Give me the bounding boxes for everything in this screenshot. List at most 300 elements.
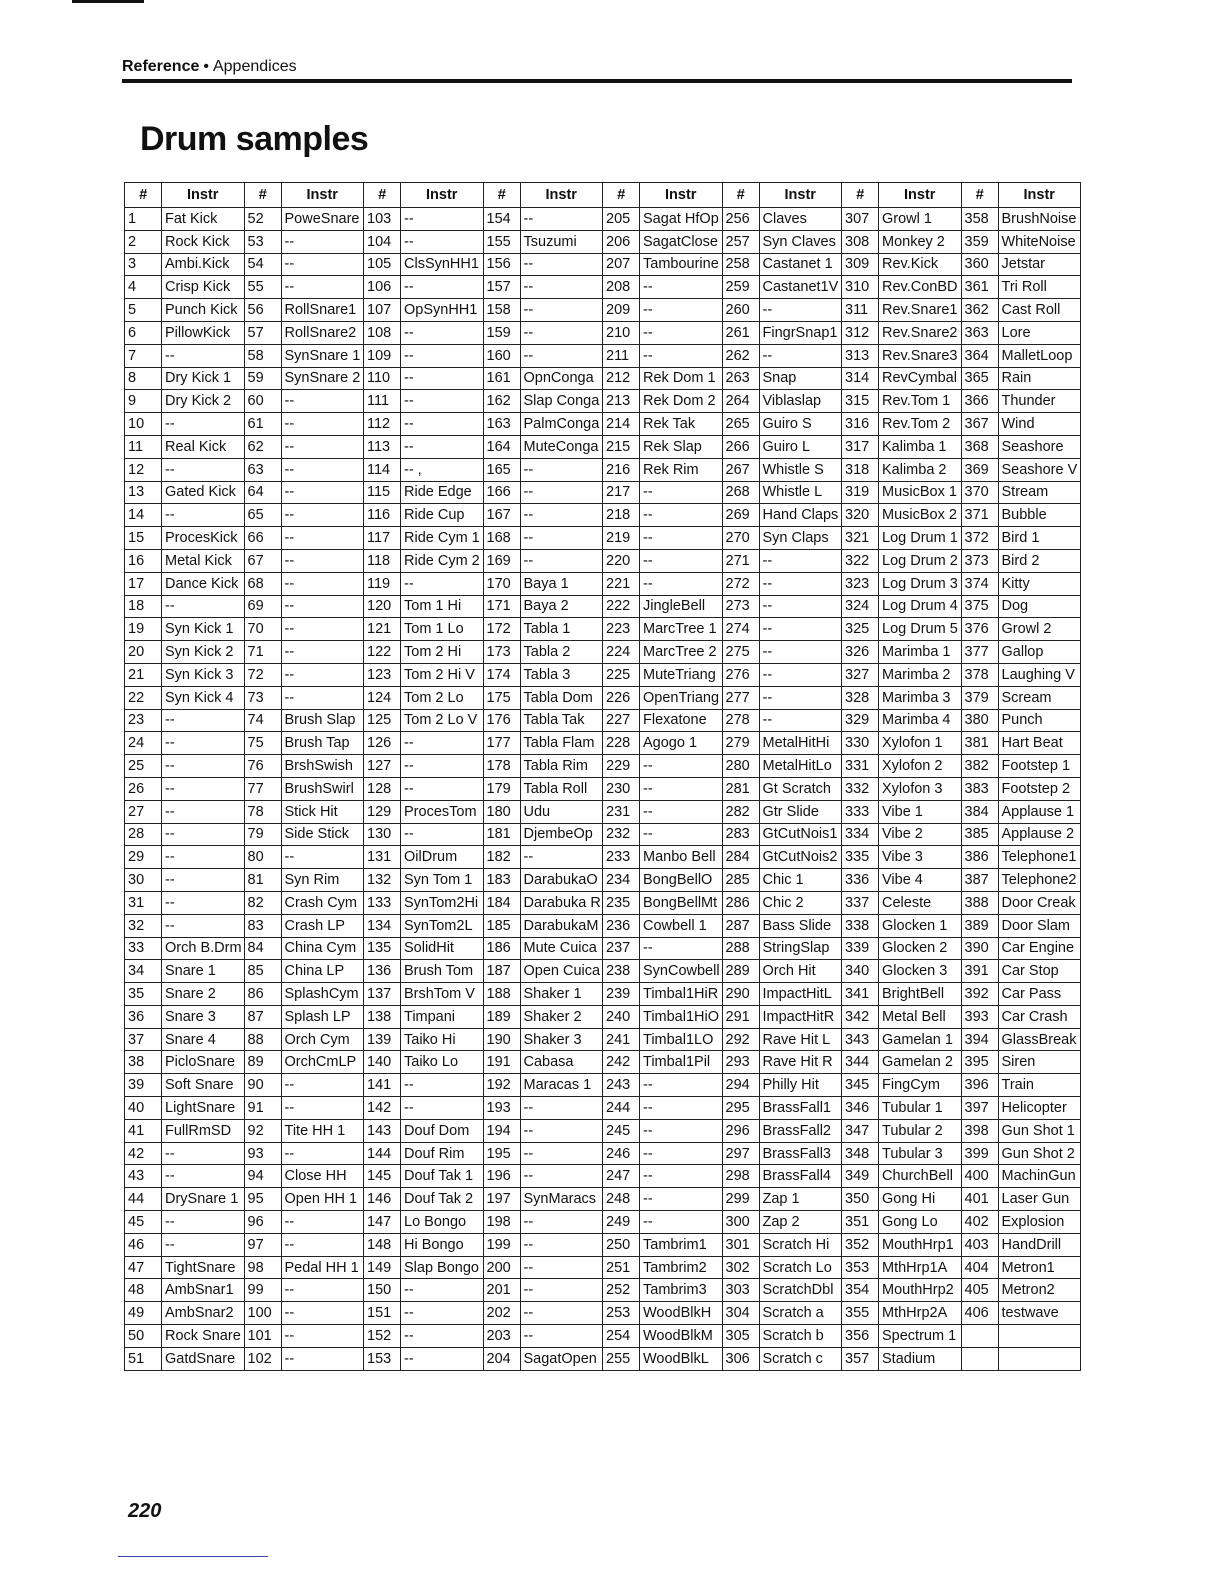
sample-number: 325 [842,618,879,641]
sample-number: 383 [961,777,998,800]
sample-number: 339 [842,937,879,960]
sample-instrument: MusicBox 1 [879,481,962,504]
sample-instrument: Chic 1 [759,869,842,892]
sample-instrument: Rev.ConBD [879,276,962,299]
sample-number: 223 [603,618,640,641]
sample-number: 235 [603,891,640,914]
sample-number: 95 [244,1188,281,1211]
table-row [125,1005,1081,1028]
sample-number: 338 [842,914,879,937]
sample-number: 201 [483,1279,520,1302]
sample-number: 266 [722,435,759,458]
sample-instrument: Log Drum 5 [879,618,962,641]
header-number: # [364,183,401,208]
sample-number: 249 [603,1211,640,1234]
sample-instrument: Side Stick [281,823,364,846]
sample-instrument: -- [640,321,723,344]
sample-number: 305 [722,1325,759,1348]
sample-number: 355 [842,1302,879,1325]
sample-instrument: Monkey 2 [879,230,962,253]
sample-instrument: Gun Shot 2 [998,1142,1081,1165]
sample-number: 94 [244,1165,281,1188]
sample-instrument: -- [520,1119,603,1142]
sample-instrument: Jetstar [998,253,1081,276]
sample-number: 349 [842,1165,879,1188]
sample-instrument: Tom 2 Lo V [401,709,484,732]
sample-number: 260 [722,299,759,322]
sample-number: 264 [722,390,759,413]
sample-instrument: Glocken 3 [879,960,962,983]
sample-instrument: -- [520,299,603,322]
sample-number: 56 [244,299,281,322]
sample-number: 1 [125,208,162,231]
sample-instrument: Xylofon 3 [879,777,962,800]
sample-instrument: Rain [998,367,1081,390]
sample-number: 386 [961,846,998,869]
header-number: # [125,183,162,208]
sample-number: 82 [244,891,281,914]
sample-number: 252 [603,1279,640,1302]
bullet-icon: • [203,58,209,75]
sample-instrument: Kalimba 2 [879,458,962,481]
sample-instrument: Rev.Kick [879,253,962,276]
sample-instrument: Hart Beat [998,732,1081,755]
sample-instrument: DarabukaO [520,869,603,892]
sample-number: 66 [244,527,281,550]
sample-instrument: Brush Slap [281,709,364,732]
sample-instrument: -- [281,413,364,436]
sample-instrument: WoodBlkM [640,1325,723,1348]
sample-instrument: Udu [520,800,603,823]
sample-instrument: Thunder [998,390,1081,413]
sample-instrument: -- [281,1302,364,1325]
sample-number [961,1347,998,1370]
sample-number: 97 [244,1233,281,1256]
sample-number: 322 [842,549,879,572]
sample-number: 107 [364,299,401,322]
sample-instrument: -- [281,230,364,253]
drum-samples-table [124,182,1081,1371]
sample-number: 346 [842,1097,879,1120]
sample-number: 38 [125,1051,162,1074]
sample-instrument: Gong Hi [879,1188,962,1211]
sample-number: 379 [961,686,998,709]
sample-instrument: SynTom2Hi [401,891,484,914]
sample-number: 100 [244,1302,281,1325]
sample-instrument: -- [162,846,245,869]
sample-instrument: -- [162,800,245,823]
sample-instrument: Stream [998,481,1081,504]
sample-instrument: testwave [998,1302,1081,1325]
sample-instrument: Rev.Tom 2 [879,413,962,436]
sample-number: 204 [483,1347,520,1370]
table-row [125,1233,1081,1256]
sample-number: 279 [722,732,759,755]
sample-number: 336 [842,869,879,892]
sample-instrument: -- [640,344,723,367]
sample-number: 240 [603,1005,640,1028]
sample-instrument: -- [520,549,603,572]
sample-number: 271 [722,549,759,572]
sample-number: 378 [961,663,998,686]
table-row [125,823,1081,846]
sample-instrument: Vibe 1 [879,800,962,823]
sample-number: 47 [125,1256,162,1279]
sample-instrument: Snare 1 [162,960,245,983]
sample-instrument: Metal Bell [879,1005,962,1028]
sample-instrument: Snap [759,367,842,390]
sample-number: 170 [483,572,520,595]
header-instrument: Instr [759,183,842,208]
sample-number: 86 [244,983,281,1006]
sample-instrument: SynSnare 1 [281,344,364,367]
table-row [125,1302,1081,1325]
sample-instrument: -- [401,276,484,299]
sample-number: 241 [603,1028,640,1051]
sample-instrument: WoodBlkL [640,1347,723,1370]
sample-instrument: BrshSwish [281,755,364,778]
table-row [125,846,1081,869]
sample-number: 171 [483,595,520,618]
sample-instrument: -- [281,527,364,550]
sample-instrument: Ride Cup [401,504,484,527]
sample-number: 405 [961,1279,998,1302]
sample-number: 89 [244,1051,281,1074]
page-number: 220 [128,1500,162,1522]
sample-number: 42 [125,1142,162,1165]
sample-instrument: Tubular 2 [879,1119,962,1142]
sample-number: 227 [603,709,640,732]
sample-number: 138 [364,1005,401,1028]
sample-number: 317 [842,435,879,458]
sample-instrument: RollSnare2 [281,321,364,344]
sample-number: 54 [244,253,281,276]
sample-number: 278 [722,709,759,732]
sample-instrument: -- [401,1097,484,1120]
sample-number: 48 [125,1279,162,1302]
sample-instrument: SolidHit [401,937,484,960]
sample-instrument: -- [759,549,842,572]
header-instrument: Instr [162,183,245,208]
sample-number: 40 [125,1097,162,1120]
sample-number: 361 [961,276,998,299]
sample-number: 332 [842,777,879,800]
sample-number: 35 [125,983,162,1006]
sample-instrument: -- [281,1279,364,1302]
header-number: # [244,183,281,208]
sample-number: 179 [483,777,520,800]
sample-number: 119 [364,572,401,595]
sample-number: 41 [125,1119,162,1142]
sample-instrument: China Cym [281,937,364,960]
sample-number: 131 [364,846,401,869]
sample-instrument: Rev.Snare1 [879,299,962,322]
sample-number: 364 [961,344,998,367]
sample-instrument: GlassBreak [998,1028,1081,1051]
table-row [125,914,1081,937]
sample-number: 139 [364,1028,401,1051]
sample-number: 374 [961,572,998,595]
sample-number: 395 [961,1051,998,1074]
sample-number: 68 [244,572,281,595]
sample-number: 247 [603,1165,640,1188]
table-row [125,253,1081,276]
sample-instrument: -- [401,823,484,846]
sample-instrument: Telephone1 [998,846,1081,869]
sample-instrument: Bubble [998,504,1081,527]
sample-instrument: Slap Conga [520,390,603,413]
sample-instrument: -- [759,641,842,664]
sample-number: 60 [244,390,281,413]
sample-number: 148 [364,1233,401,1256]
sample-instrument: Guiro S [759,413,842,436]
sample-number: 109 [364,344,401,367]
sample-instrument: -- [640,823,723,846]
sample-instrument: -- [520,208,603,231]
sample-instrument: Crisp Kick [162,276,245,299]
sample-number: 29 [125,846,162,869]
sample-instrument: -- [281,504,364,527]
sample-instrument: Xylofon 1 [879,732,962,755]
sample-number: 312 [842,321,879,344]
sample-instrument: -- [162,914,245,937]
sample-number: 195 [483,1142,520,1165]
sample-number: 51 [125,1347,162,1370]
sample-number: 224 [603,641,640,664]
sample-number: 226 [603,686,640,709]
sample-number: 376 [961,618,998,641]
sample-number: 55 [244,276,281,299]
sample-number: 340 [842,960,879,983]
sample-instrument: Tabla 3 [520,663,603,686]
sample-instrument: Rev.Snare2 [879,321,962,344]
sample-instrument: Rock Kick [162,230,245,253]
sample-instrument: AmbSnar2 [162,1302,245,1325]
sample-number: 219 [603,527,640,550]
sample-number: 381 [961,732,998,755]
sample-instrument: Tom 1 Hi [401,595,484,618]
sample-instrument: Car Stop [998,960,1081,983]
sample-number: 216 [603,458,640,481]
sample-number: 369 [961,458,998,481]
sample-instrument: Splash LP [281,1005,364,1028]
sample-instrument: DjembeOp [520,823,603,846]
sample-number: 19 [125,618,162,641]
sample-number: 2 [125,230,162,253]
sample-number: 268 [722,481,759,504]
sample-number: 49 [125,1302,162,1325]
sample-number: 53 [244,230,281,253]
sample-instrument: Timbal1LO [640,1028,723,1051]
sample-number: 401 [961,1188,998,1211]
sample-number: 356 [842,1325,879,1348]
sample-instrument: -- [640,1142,723,1165]
sample-number: 273 [722,595,759,618]
sample-number: 63 [244,458,281,481]
sample-number: 64 [244,481,281,504]
sample-number: 124 [364,686,401,709]
sample-instrument: Shaker 1 [520,983,603,1006]
table-row [125,1051,1081,1074]
sample-instrument: Crash Cym [281,891,364,914]
sample-number: 295 [722,1097,759,1120]
sample-number: 8 [125,367,162,390]
table-row [125,618,1081,641]
sample-instrument: DrySnare 1 [162,1188,245,1211]
sample-number: 27 [125,800,162,823]
sample-instrument: OpnConga [520,367,603,390]
sample-instrument: -- [281,253,364,276]
table-row [125,435,1081,458]
sample-number: 168 [483,527,520,550]
sample-number: 142 [364,1097,401,1120]
sample-instrument: -- [640,276,723,299]
sample-number: 50 [125,1325,162,1348]
sample-number: 187 [483,960,520,983]
sample-instrument: -- [640,755,723,778]
sample-number: 343 [842,1028,879,1051]
sample-instrument: Applause 2 [998,823,1081,846]
sample-number: 87 [244,1005,281,1028]
sample-number: 120 [364,595,401,618]
sample-number: 5 [125,299,162,322]
sample-instrument: -- [162,869,245,892]
sample-number: 399 [961,1142,998,1165]
sample-instrument: -- [640,504,723,527]
sample-number: 112 [364,413,401,436]
sample-number: 221 [603,572,640,595]
sample-instrument: Scream [998,686,1081,709]
sample-number: 238 [603,960,640,983]
sample-instrument: Gated Kick [162,481,245,504]
sample-instrument: -- [162,709,245,732]
sample-number: 373 [961,549,998,572]
sample-number: 212 [603,367,640,390]
sample-instrument: Log Drum 2 [879,549,962,572]
sample-instrument: Metal Kick [162,549,245,572]
sample-number: 178 [483,755,520,778]
sample-instrument: Tambrim2 [640,1256,723,1279]
sample-number: 396 [961,1074,998,1097]
sample-number: 263 [722,367,759,390]
sample-number: 45 [125,1211,162,1234]
sample-number: 134 [364,914,401,937]
sample-number: 205 [603,208,640,231]
sample-instrument: PicloSnare [162,1051,245,1074]
sample-number: 128 [364,777,401,800]
sample-instrument: -- [162,1211,245,1234]
sample-instrument: Orch B.Drm [162,937,245,960]
sample-number: 365 [961,367,998,390]
sample-number: 156 [483,253,520,276]
sample-instrument: -- [759,618,842,641]
table-row [125,686,1081,709]
sample-instrument: -- [401,1279,484,1302]
sample-instrument: Glocken 1 [879,914,962,937]
sample-instrument: Scratch Hi [759,1233,842,1256]
sample-number: 149 [364,1256,401,1279]
sample-instrument: Tabla 1 [520,618,603,641]
running-header [122,58,297,76]
sample-instrument: Timpani [401,1005,484,1028]
sample-number: 152 [364,1325,401,1348]
sample-number: 22 [125,686,162,709]
sample-number: 7 [125,344,162,367]
sample-instrument: Gamelan 1 [879,1028,962,1051]
sample-number: 398 [961,1119,998,1142]
table-row [125,960,1081,983]
sample-instrument: Growl 1 [879,208,962,231]
sample-instrument: Tri Roll [998,276,1081,299]
sample-instrument: -- [640,572,723,595]
sample-instrument: Slap Bongo [401,1256,484,1279]
sample-number: 318 [842,458,879,481]
sample-instrument: -- [281,390,364,413]
sample-instrument: -- [640,1074,723,1097]
sample-instrument: Syn Kick 1 [162,618,245,641]
sample-number: 21 [125,663,162,686]
sample-number: 10 [125,413,162,436]
sample-instrument: Syn Claps [759,527,842,550]
sample-instrument: -- [520,481,603,504]
sample-number: 289 [722,960,759,983]
sample-number: 81 [244,869,281,892]
sample-instrument: Marimba 1 [879,641,962,664]
sample-number: 218 [603,504,640,527]
sample-number: 214 [603,413,640,436]
sample-number: 245 [603,1119,640,1142]
sample-instrument: Applause 1 [998,800,1081,823]
sample-instrument: Snare 3 [162,1005,245,1028]
sample-instrument: Real Kick [162,435,245,458]
sample-number: 290 [722,983,759,1006]
sample-number: 28 [125,823,162,846]
sample-instrument: BrassFall2 [759,1119,842,1142]
sample-number: 231 [603,800,640,823]
sample-instrument: Siren [998,1051,1081,1074]
sample-number: 118 [364,549,401,572]
sample-number: 185 [483,914,520,937]
sample-number: 267 [722,458,759,481]
sample-instrument: Syn Kick 4 [162,686,245,709]
sample-number: 215 [603,435,640,458]
sample-instrument: Cast Roll [998,299,1081,322]
sample-number: 39 [125,1074,162,1097]
sample-instrument: -- [281,458,364,481]
sample-instrument: -- [640,937,723,960]
sample-number: 233 [603,846,640,869]
sample-instrument: Gun Shot 1 [998,1119,1081,1142]
sample-instrument: -- [640,1188,723,1211]
sample-instrument: Fat Kick [162,208,245,231]
sample-number: 167 [483,504,520,527]
sample-instrument: BrushNoise [998,208,1081,231]
sample-number: 283 [722,823,759,846]
sample-number: 270 [722,527,759,550]
sample-instrument: Snare 2 [162,983,245,1006]
sample-instrument: -- [281,686,364,709]
sample-number: 130 [364,823,401,846]
sample-number: 393 [961,1005,998,1028]
sample-number: 132 [364,869,401,892]
sample-instrument: -- [520,846,603,869]
sample-number: 387 [961,869,998,892]
sample-instrument: -- [520,344,603,367]
sample-instrument: -- [281,435,364,458]
sample-instrument: Kitty [998,572,1081,595]
sample-number: 288 [722,937,759,960]
sample-instrument: -- [281,481,364,504]
